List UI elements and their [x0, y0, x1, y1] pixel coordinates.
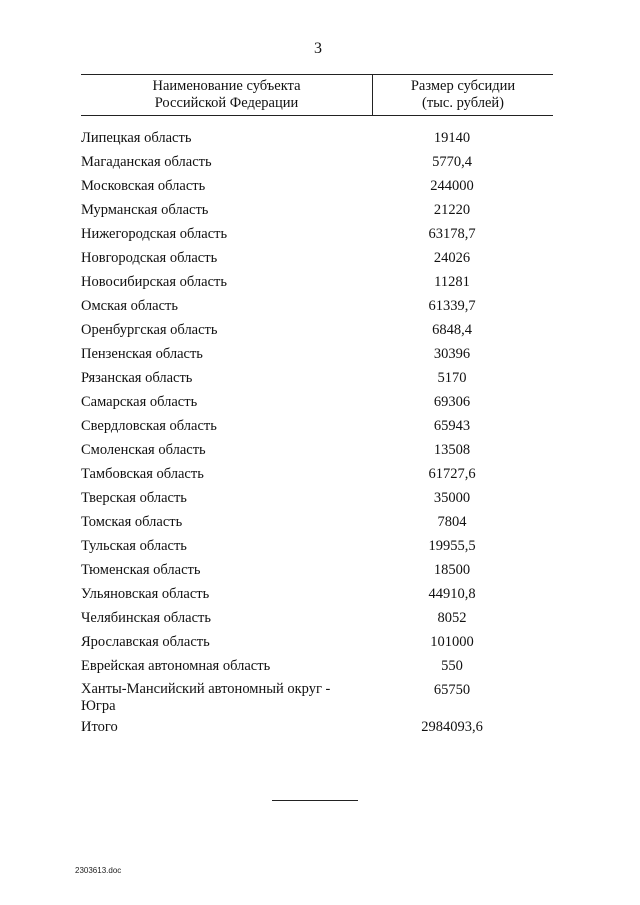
table-row [81, 150, 553, 174]
row-subject: Свердловская область [81, 418, 217, 434]
row-subject: Ульяновская область [81, 586, 210, 602]
table-row [81, 606, 553, 630]
table-row [81, 270, 553, 294]
table-row [81, 462, 553, 486]
row-subject [81, 678, 371, 715]
row-subject: Тверская область [81, 490, 187, 506]
row-subject: Нижегородская область [81, 226, 228, 242]
column-header-subject [81, 75, 373, 115]
row-subsidy: 65750 [433, 682, 471, 698]
row-subsidy: 69306 [433, 394, 471, 410]
row-subsidy: 35000 [433, 490, 471, 506]
table-row [81, 318, 553, 342]
row-subject: Мурманская область [81, 202, 209, 218]
table-row [81, 390, 553, 414]
row-subsidy: 244000 [430, 178, 474, 194]
row-subject: Томская область [81, 514, 183, 530]
row-subsidy: 8052 [437, 610, 467, 626]
row-subject: Липецкая область [81, 130, 192, 146]
column-header-subsidy-line2: (тыс. рублей) [422, 95, 504, 111]
table-row [81, 174, 553, 198]
table-row [81, 582, 553, 606]
row-subject: Пензенская область [81, 346, 203, 362]
row-subject: Омская область [81, 298, 178, 314]
row-subsidy: 13508 [433, 442, 471, 458]
row-subsidy: 30396 [433, 346, 471, 362]
table-row [81, 678, 553, 715]
table-row [81, 198, 553, 222]
table-row [81, 438, 553, 462]
row-subsidy: 21220 [433, 202, 471, 218]
row-subject: Тюменская область [81, 562, 201, 578]
table-row [81, 294, 553, 318]
page-number: 3 [314, 40, 322, 57]
row-subsidy: 24026 [433, 250, 471, 266]
row-subject: Смоленская область [81, 442, 206, 458]
row-subject: Еврейская автономная область [81, 658, 271, 674]
row-subject: Новгородская область [81, 250, 218, 266]
row-subsidy: 18500 [433, 562, 471, 578]
column-header-subsidy [373, 75, 553, 115]
table-row [81, 414, 553, 438]
row-subject: Челябинская область [81, 610, 211, 626]
table-row [81, 126, 553, 150]
table-row [81, 558, 553, 582]
row-subject: Магаданская область [81, 154, 212, 170]
column-header-subsidy-line1: Размер субсидии [410, 78, 516, 94]
row-subject: Ярославская область [81, 634, 210, 650]
row-subject: Тамбовская область [81, 466, 204, 482]
table-row [81, 654, 553, 678]
row-subsidy: 19955,5 [428, 538, 476, 554]
row-subsidy: 550 [441, 658, 463, 674]
row-subject-line2: Югра [81, 698, 116, 714]
column-header-subject-line2: Российской Федерации [154, 95, 299, 111]
table-row [81, 222, 553, 246]
column-header-subject-line1: Наименование субъекта [152, 78, 301, 94]
row-subject: Оренбургская область [81, 322, 218, 338]
total-row [81, 715, 553, 739]
table-row [81, 534, 553, 558]
table-row [81, 510, 553, 534]
table-row [81, 246, 553, 270]
row-subject: Московская область [81, 178, 206, 194]
document-code: 2303613.doc [75, 866, 122, 875]
row-subsidy: 19140 [433, 130, 471, 146]
row-subsidy: 5770,4 [432, 154, 472, 170]
end-rule [272, 800, 358, 801]
row-subsidy: 11281 [434, 274, 470, 290]
row-subsidy: 61727,6 [428, 466, 476, 482]
total-label: Итого [81, 719, 118, 735]
row-subsidy: 65943 [433, 418, 471, 434]
table-row [81, 366, 553, 390]
row-subsidy: 44910,8 [428, 586, 476, 602]
row-subsidy: 63178,7 [428, 226, 476, 242]
row-subject: Тульская область [81, 538, 187, 554]
row-subject-line1: Ханты-Мансийский автономный округ - [81, 681, 331, 697]
row-subject: Самарская область [81, 394, 198, 410]
row-subsidy: 61339,7 [428, 298, 476, 314]
row-subsidy: 5170 [437, 370, 467, 386]
table-row [81, 342, 553, 366]
row-subsidy: 7804 [437, 514, 467, 530]
row-subject: Рязанская область [81, 370, 193, 386]
table-header [81, 74, 553, 116]
row-subsidy: 101000 [430, 634, 474, 650]
total-value: 2984093,6 [421, 719, 483, 735]
table-row [81, 486, 553, 510]
row-subject: Новосибирская область [81, 274, 227, 290]
row-subsidy: 6848,4 [432, 322, 472, 338]
table-body [81, 126, 553, 739]
table-row [81, 630, 553, 654]
